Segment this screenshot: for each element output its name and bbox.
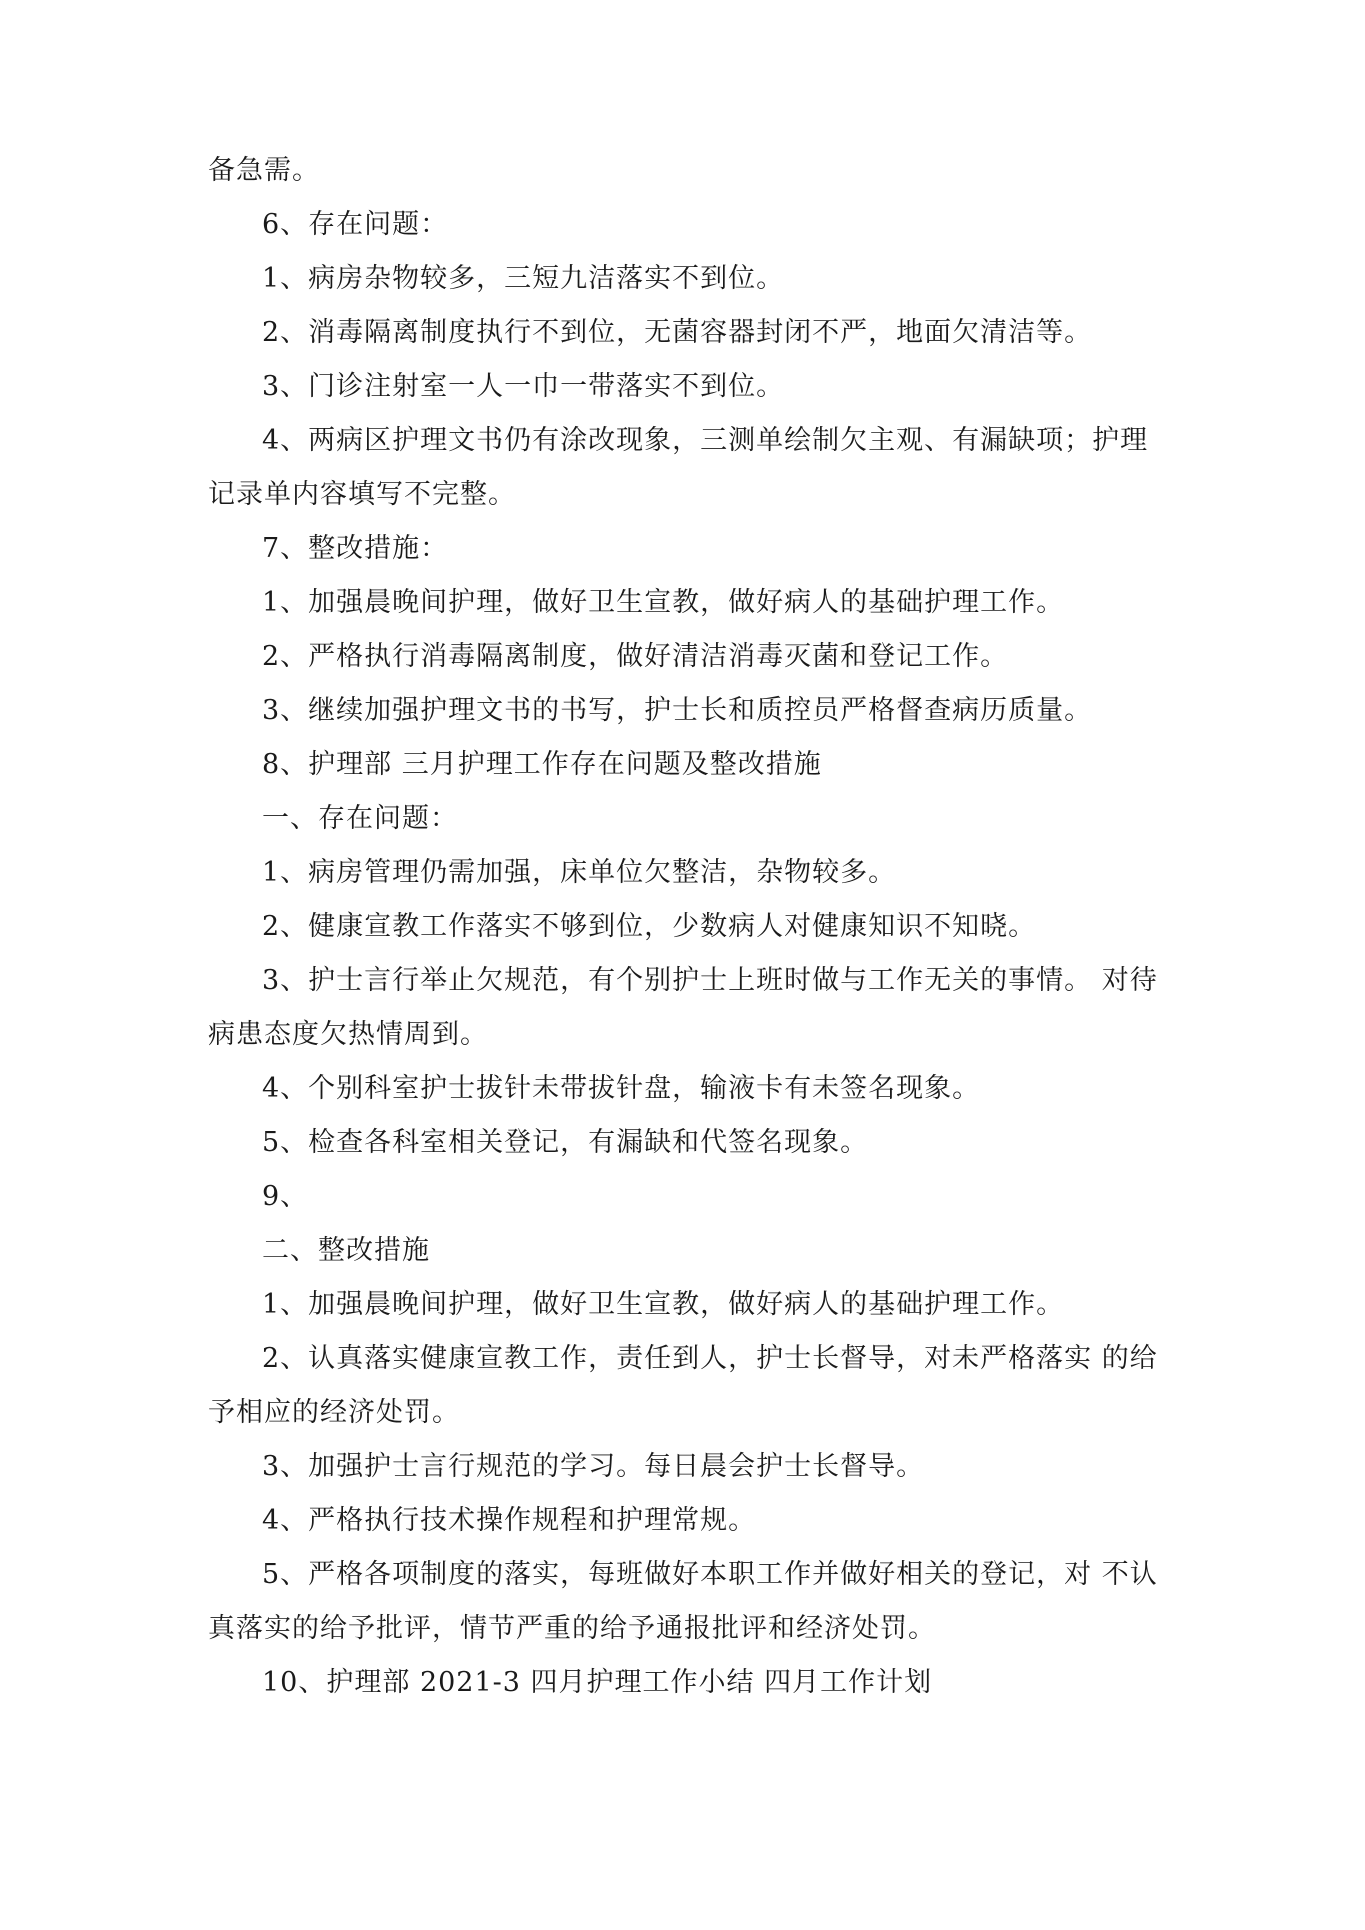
paragraph: 10、护理部 2021-3 四月护理工作小结 四月工作计划 (262, 1667, 933, 1698)
paragraph: 5、严格各项制度的落实，每班做好本职工作并做好相关的登记，对 不认真落实的给予批评，情节严重的给予通报批评和经济处罚。 (208, 1559, 1158, 1644)
paragraph: 一、存在问题： (262, 803, 458, 834)
paragraph: 3、加强护士言行规范的学习。每日晨会护士长督导。 (262, 1451, 925, 1482)
paragraph: 5、检查各科室相关登记，有漏缺和代签名现象。 (262, 1127, 869, 1158)
paragraph: 7、整改措施： (262, 533, 449, 564)
paragraph: 备急需。 (208, 155, 320, 186)
paragraph: 3、门诊注射室一人一巾一带落实不到位。 (262, 371, 785, 402)
paragraph: 2、健康宣教工作落实不够到位，少数病人对健康知识不知晓。 (262, 911, 1037, 942)
paragraph: 1、加强晨晚间护理，做好卫生宣教，做好病人的基础护理工作。 (262, 1289, 1065, 1320)
paragraph: 二、整改措施 (262, 1235, 430, 1266)
paragraph: 1、病房管理仍需加强，床单位欠整洁，杂物较多。 (262, 857, 897, 888)
paragraph: 4、严格执行技术操作规程和护理常规。 (262, 1505, 757, 1536)
paragraph: 2、严格执行消毒隔离制度，做好清洁消毒灭菌和登记工作。 (262, 641, 1009, 672)
paragraph: 2、认真落实健康宣教工作，责任到人，护士长督导，对未严格落实 的给予相应的经济处罚。 (208, 1343, 1158, 1428)
document-body (208, 144, 1168, 1710)
paragraph: 9、 (262, 1181, 309, 1212)
paragraph: 3、继续加强护理文书的书写，护士长和质控员严格督查病历质量。 (262, 695, 1093, 726)
paragraph: 1、病房杂物较多，三短九洁落实不到位。 (262, 263, 785, 294)
paragraph: 8、护理部 三月护理工作存在问题及整改措施 (262, 749, 822, 780)
paragraph: 4、两病区护理文书仍有涂改现象，三测单绘制欠主观、有漏缺项；护理记录单内容填写不完整。 (208, 425, 1149, 510)
paragraph: 1、加强晨晚间护理，做好卫生宣教，做好病人的基础护理工作。 (262, 587, 1065, 618)
paragraph: 2、消毒隔离制度执行不到位，无菌容器封闭不严，地面欠清洁等。 (262, 317, 1093, 348)
paragraph: 3、护士言行举止欠规范，有个别护士上班时做与工作无关的事情。 对待病患态度欠热情周到。 (208, 965, 1158, 1050)
paragraph: 6、存在问题： (262, 209, 449, 240)
paragraph: 4、个别科室护士拔针未带拔针盘，输液卡有未签名现象。 (262, 1073, 981, 1104)
